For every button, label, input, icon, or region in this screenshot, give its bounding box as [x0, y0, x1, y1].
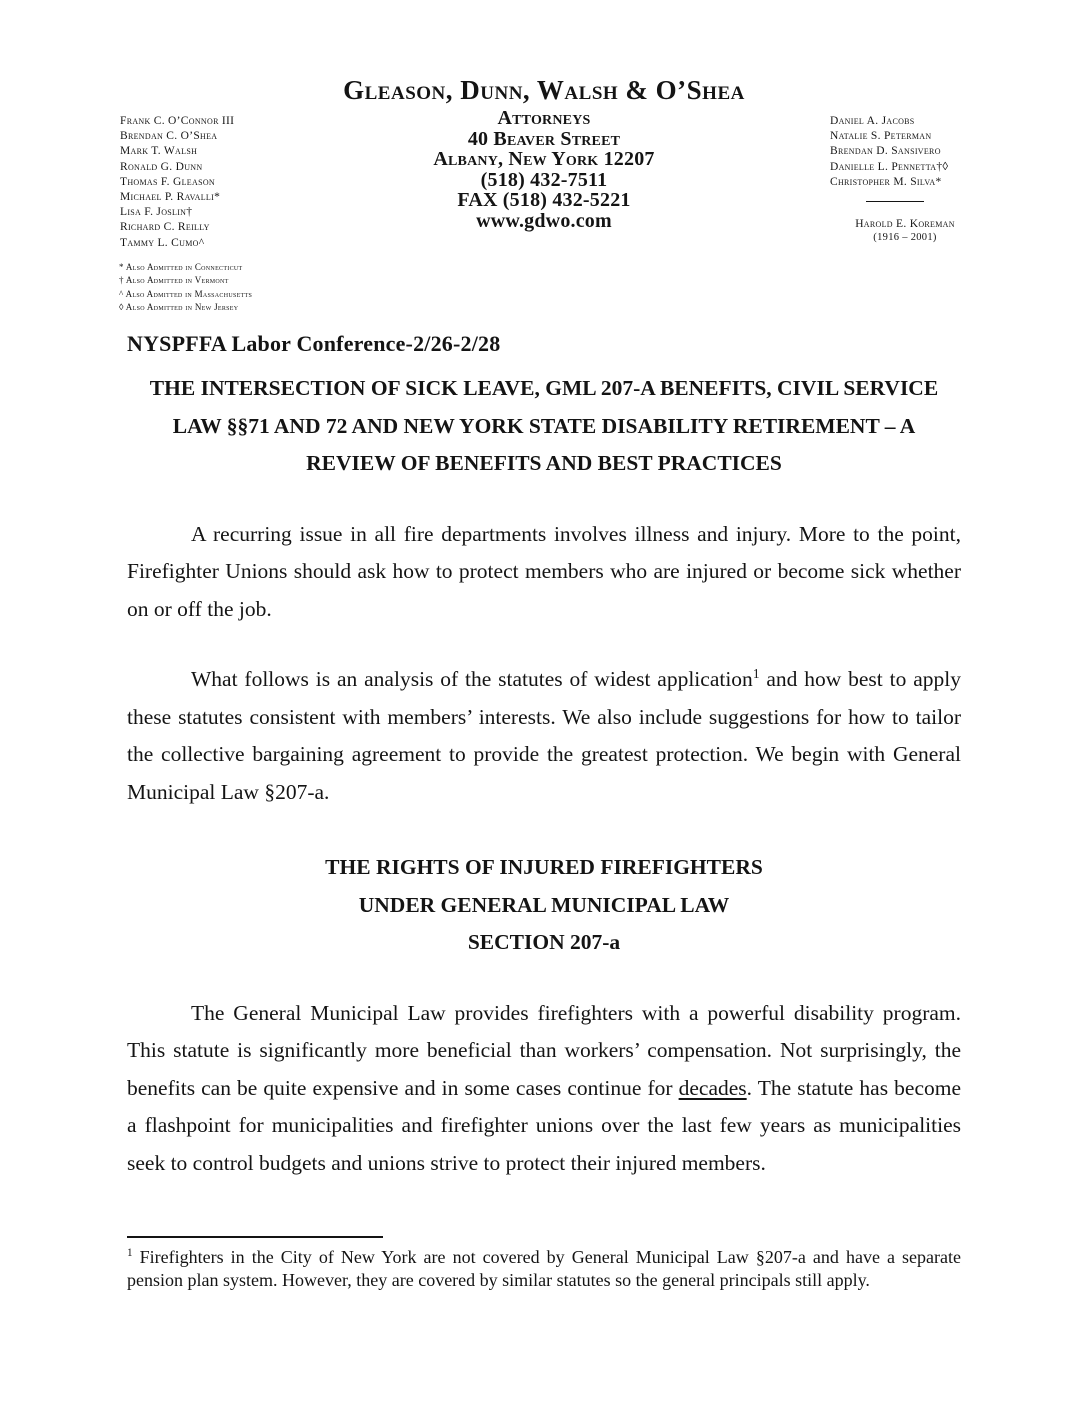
- attorney-name: Christopher M. Silva*: [830, 175, 942, 188]
- street-address: 40 Beaver Street: [467, 127, 621, 150]
- footnote-reference: 1: [752, 665, 760, 681]
- section-heading-line: UNDER GENERAL MUNICIPAL LAW: [358, 892, 730, 917]
- attorney-name: Ronald G. Dunn: [120, 160, 203, 173]
- attorney-name: Danielle L. Pennetta†◊: [830, 160, 949, 173]
- paragraph-3: [127, 995, 961, 1183]
- paragraph-text: A recurring issue in all fire departments involves illness and injury. More to the point, Firefighter Unions should ask how to protect members who are injured or become sick whether on or off the job.: [127, 521, 961, 621]
- attorney-name: Tammy L. Cumo^: [120, 236, 205, 249]
- attorney-name: Michael P. Ravalli*: [120, 191, 221, 204]
- paragraph-2: [127, 661, 961, 811]
- admission-note: † Also Admitted in Vermont: [119, 275, 229, 286]
- attorney-name: Natalie S. Peterman: [830, 130, 932, 143]
- bar-admission-notes: [119, 261, 252, 315]
- footnote-marker: 1: [127, 1247, 133, 1259]
- attorney-name: Lisa F. Joslin†: [120, 206, 193, 219]
- attorney-name: Brendan C. O’Shea: [120, 130, 218, 143]
- paragraph-text: . The statute has become a flashpoint for municipalities and firefighter unions over the last few years as municipalities seek to control budgets and unions strive to protect their injured members.: [127, 1075, 962, 1175]
- footnote-text: [127, 1246, 961, 1292]
- section-heading-line: THE RIGHTS OF INJURED FIREFIGHTERS: [325, 855, 763, 879]
- admission-note: ^ Also Admitted in Massachusetts: [119, 288, 253, 299]
- fax-number: FAX (518) 432-5221: [457, 189, 631, 211]
- document-title: [127, 370, 961, 483]
- phone-number: (518) 432-7511: [480, 168, 608, 191]
- attorney-name: Richard C. Reilly: [120, 221, 210, 234]
- admission-note: ◊ Also Admitted in New Jersey: [119, 302, 239, 313]
- website-url: www.gdwo.com: [476, 209, 612, 232]
- city-address: Albany, New York 12207: [433, 148, 655, 170]
- attorney-name: Brendan D. Sansivero: [830, 145, 941, 158]
- emeritus-name: Harold E. Koreman: [855, 218, 955, 231]
- footnote-area: [127, 1236, 961, 1292]
- section-heading-line: SECTION 207-a: [467, 930, 621, 954]
- document-body: [127, 330, 961, 1182]
- conference-header: NYSPFFA Labor Conference-2/26-2/28: [127, 331, 501, 356]
- title-line: LAW §§71 AND 72 AND NEW YORK STATE DISABILITY RETIREMENT – A: [172, 413, 916, 438]
- section-heading: [127, 849, 961, 962]
- emeritus-block: [830, 217, 980, 244]
- admission-note: * Also Admitted in Connecticut: [119, 262, 243, 272]
- footnote-body: Firefighters in the City of New York are not covered by General Municipal Law §207-a and have a separate pension plan system. However, they are covered by similar statutes so the general principals still apply.: [127, 1247, 961, 1290]
- title-line: THE INTERSECTION OF SICK LEAVE, GML 207-A BENEFITS, CIVIL SERVICE: [149, 376, 939, 400]
- paragraph-text: and how best to apply these statutes consistent with members’ interests. We also include suggestions for how to tailor the collective bargaining agreement to provide the greatest protection. We begin with General Municipal Law §207-a.: [127, 667, 961, 804]
- attorney-name: Thomas F. Gleason: [120, 175, 215, 188]
- footnote-separator: [127, 1236, 383, 1238]
- attorney-name: Mark T. Walsh: [120, 145, 198, 158]
- attorney-list-right: [830, 114, 992, 244]
- emeritus-years: (1916 – 2001): [873, 232, 937, 244]
- firm-name: Gleason, Dunn, Walsh & O’Shea: [343, 75, 745, 105]
- attorney-name: Daniel A. Jacobs: [830, 115, 915, 127]
- emeritus-divider: [866, 201, 924, 202]
- paragraph-1: [127, 516, 961, 629]
- profession-line: Attorneys: [497, 107, 591, 129]
- underlined-text: decades: [678, 1075, 747, 1100]
- attorney-list-left: [120, 114, 234, 251]
- title-line: REVIEW OF BENEFITS AND BEST PRACTICES: [306, 451, 782, 475]
- paragraph-text: What follows is an analysis of the statutes of widest application: [191, 667, 753, 691]
- attorney-name: Frank C. O’Connor III: [120, 115, 235, 127]
- paragraph-text: The General Municipal Law provides firefighters with a powerful disability program. This statute is significantly more beneficial than workers’ compensation. Not surprisingly, the benefits can be quite expensive and in some cases continue for: [127, 1000, 961, 1100]
